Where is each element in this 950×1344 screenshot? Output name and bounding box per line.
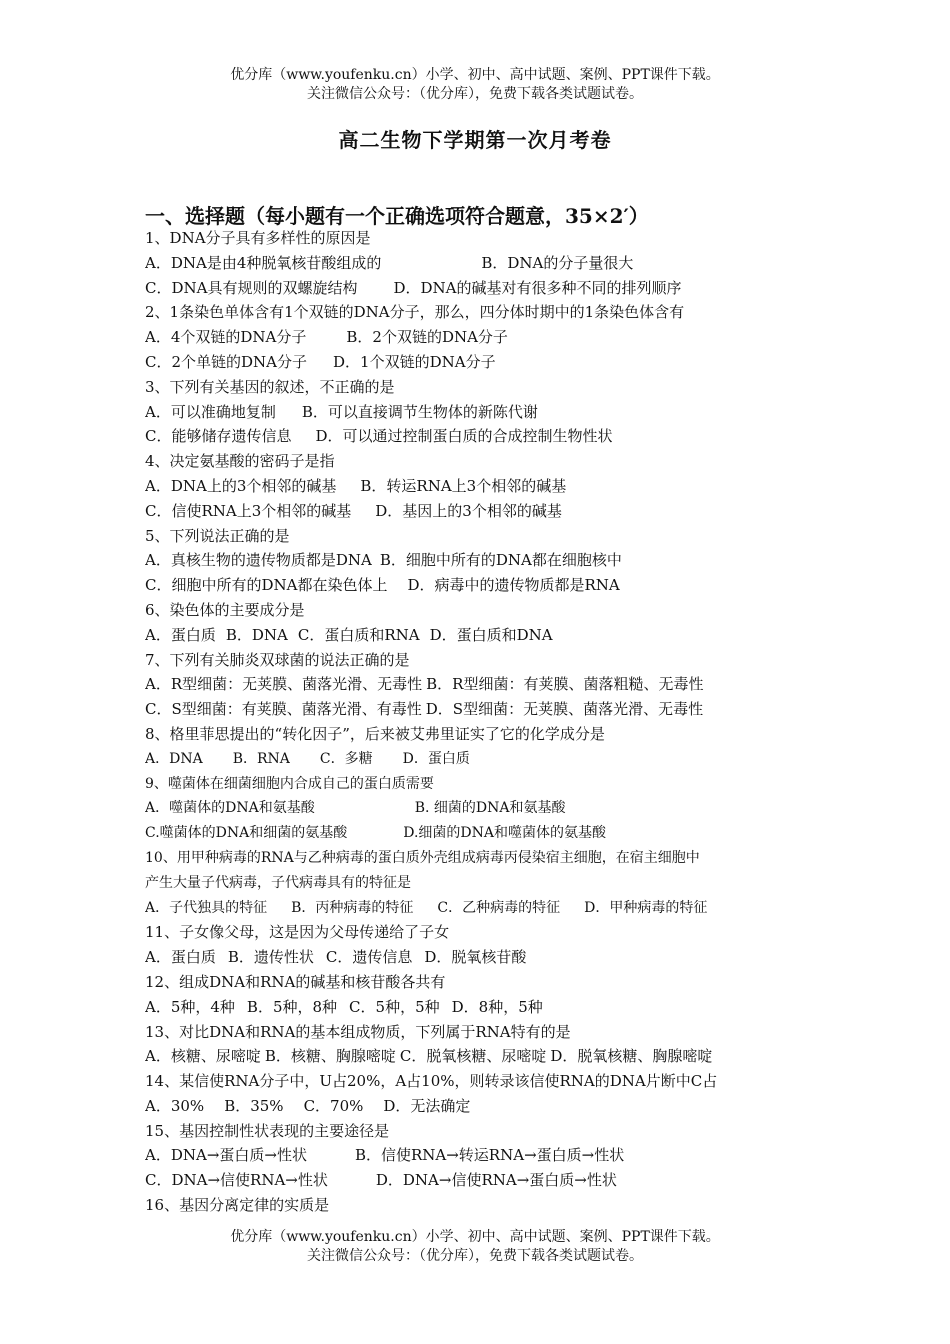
question-text: 16、基因分离定律的实质是: [145, 1196, 330, 1215]
option-text: A．30%: [145, 1096, 205, 1115]
option-text: C．多糖: [319, 750, 373, 767]
question-line: [145, 548, 825, 573]
question-line: [145, 1119, 825, 1144]
option-text: C．遗传信息: [325, 948, 413, 967]
question-text: 产生大量子代病毒，子代病毒具有的特征是: [145, 874, 411, 891]
option-text: B．转运RNA上3个相邻的碱基: [360, 476, 567, 495]
question-text: 10、用甲种病毒的RNA与乙种病毒的蛋白质外壳组成病毒丙侵染宿主细胞，在宿主细胞中: [145, 849, 700, 866]
option-text: B．丙种病毒的特征: [291, 899, 414, 916]
question-line: [145, 896, 825, 921]
question-line: [145, 623, 825, 648]
question-line: [145, 1069, 825, 1094]
option-text: B．DNA: [225, 625, 288, 644]
option-text: A．真核生物的遗传物质都是DNA: [145, 551, 372, 570]
question-text: 2、1条染色单体含有1个双链的DNA分子，那么，四分体时期中的1条染色体含有: [145, 303, 685, 322]
question-text: 4、决定氨基酸的密码子是指: [145, 452, 335, 471]
option-text: D．可以通过控制蛋白质的合成控制生物性状: [315, 427, 613, 446]
option-text: C．乙种病毒的特征: [437, 899, 561, 916]
option-text: B．遗传性状: [227, 948, 314, 967]
option-text: D．病毒中的遗传物质都是RNA: [407, 576, 620, 595]
option-text: B．细胞中所有的DNA都在细胞核中: [379, 551, 622, 570]
option-text: A．5种，4种: [145, 997, 235, 1016]
question-line: [145, 920, 825, 945]
option-text: A．4个双链的DNA分子: [145, 328, 307, 347]
option-text: A．子代独具的特征: [145, 899, 268, 916]
question-line: [145, 772, 825, 797]
option-text: D．无法确定: [383, 1096, 471, 1115]
section-heading: 一、选择题（每小题有一个正确选项符合题意，35×2′）: [145, 204, 649, 228]
question-line: [145, 970, 825, 995]
question-text: 14、某信使RNA分子中，U占20%，A占10%，则转录该信使RNA的DNA片断中C占: [145, 1072, 718, 1091]
question-line: [145, 821, 825, 846]
option-text: B．核糖、胸腺嘧啶: [264, 1047, 396, 1066]
question-line: [145, 648, 825, 673]
option-text: A．R型细菌：无荚膜、菌落光滑、无毒性: [145, 675, 423, 694]
question-line: [145, 573, 825, 598]
question-line: [145, 400, 825, 425]
question-text: 6、染色体的主要成分是: [145, 600, 305, 619]
question-line: [145, 350, 825, 375]
question-text: 8、格里菲思提出的“转化因子”，后来被艾弗里证实了它的化学成分是: [145, 724, 605, 743]
question-line: [145, 474, 825, 499]
option-text: B．RNA: [232, 750, 290, 767]
option-text: D．脱氧核苷酸: [424, 948, 527, 967]
page-header: [0, 66, 950, 104]
option-text: A．DNA: [145, 750, 203, 767]
option-text: D．基因上的3个相邻的碱基: [375, 501, 562, 520]
option-text: B．5种，8种: [246, 997, 338, 1016]
question-text: 13、对比DNA和RNA的基本组成物质，下列属于RNA特有的是: [145, 1022, 571, 1041]
option-text: C.噬菌体的DNA和细菌的氨基酸: [145, 825, 348, 842]
option-text: B．DNA的分子量很大: [481, 253, 634, 272]
option-text: A．核糖、尿嘧啶: [145, 1047, 261, 1066]
option-text: B．信使RNA→转运RNA→蛋白质→性状: [354, 1146, 625, 1165]
option-text: A．DNA上的3个相邻的碱基: [145, 476, 337, 495]
page-footer: [0, 1228, 950, 1266]
option-text: C．S型细菌：有荚膜、菌落光滑、有毒性: [145, 700, 422, 719]
option-text: C．DNA具有规则的双螺旋结构: [145, 278, 358, 297]
option-text: C．脱氧核糖、尿嘧啶: [399, 1047, 547, 1066]
option-text: A．可以准确地复制: [145, 402, 276, 421]
page-title: 高二生物下学期第一次月考卷: [338, 128, 612, 152]
option-text: D．蛋白质: [402, 750, 470, 767]
question-line: [145, 945, 825, 970]
option-text: A．DNA是由4种脱氧核苷酸组成的: [145, 253, 382, 272]
question-line: [145, 1094, 825, 1119]
question-line: [145, 1143, 825, 1168]
option-text: A．蛋白质: [145, 948, 216, 967]
option-text: D．DNA→信使RNA→蛋白质→性状: [375, 1171, 617, 1190]
option-text: C．蛋白质和RNA: [297, 625, 420, 644]
option-text: D．8种，5种: [451, 997, 543, 1016]
option-text: C．70%: [303, 1096, 364, 1115]
question-line: [145, 871, 825, 896]
option-text: A．噬菌体的DNA和氨基酸: [145, 800, 315, 817]
question-line: [145, 747, 825, 772]
question-line: [145, 524, 825, 549]
question-line: [145, 1168, 825, 1193]
question-line: [145, 722, 825, 747]
question-line: [145, 300, 825, 325]
option-text: B. 细菌的DNA和氨基酸: [414, 800, 566, 817]
question-text: 3、下列有关基因的叙述，不正确的是: [145, 377, 395, 396]
question-line: [145, 424, 825, 449]
question-text: 7、下列有关肺炎双球菌的说法正确的是: [145, 650, 410, 669]
question-list: [145, 226, 825, 1218]
option-text: C．细胞中所有的DNA都在染色体上: [145, 576, 388, 595]
question-line: [145, 449, 825, 474]
option-text: D．甲种病毒的特征: [584, 899, 708, 916]
option-text: C．能够储存遗传信息: [145, 427, 292, 446]
question-line: [145, 276, 825, 301]
question-text: 12、组成DNA和RNA的碱基和核苷酸各共有: [145, 972, 446, 991]
header-line-1: 优分库（www.youfenku.cn）小学、初中、高中试题、案例、PPT课件下载。: [230, 67, 720, 83]
option-text: D.细菌的DNA和噬菌体的氨基酸: [403, 825, 607, 842]
option-text: B．35%: [224, 1096, 284, 1115]
option-text: C．5种，5种: [349, 997, 440, 1016]
footer-line-2: 关注微信公众号：（优分库），免费下载各类试题试卷。: [307, 1248, 643, 1264]
option-text: C．2个单链的DNA分子: [145, 352, 308, 371]
footer-line-1: 优分库（www.youfenku.cn）小学、初中、高中试题、案例、PPT课件下载。: [230, 1229, 720, 1245]
question-line: [145, 499, 825, 524]
question-line: [145, 672, 825, 697]
question-text: 9、噬菌体在细菌细胞内合成自己的蛋白质需要: [145, 775, 434, 792]
question-line: [145, 846, 825, 871]
option-text: C．DNA→信使RNA→性状: [145, 1171, 328, 1190]
question-line: [145, 226, 825, 251]
option-text: B．2个双链的DNA分子: [346, 328, 508, 347]
question-line: [145, 796, 825, 821]
question-line: [145, 1193, 825, 1218]
question-line: [145, 1020, 825, 1045]
question-line: [145, 375, 825, 400]
option-text: A．蛋白质: [145, 625, 216, 644]
question-line: [145, 251, 825, 276]
option-text: C．信使RNA上3个相邻的碱基: [145, 501, 352, 520]
question-line: [145, 598, 825, 623]
option-text: B．可以直接调节生物体的新陈代谢: [301, 402, 538, 421]
header-line-2: 关注微信公众号：（优分库），免费下载各类试题试卷。: [307, 86, 643, 102]
question-line: [145, 1044, 825, 1069]
question-text: 15、基因控制性状表现的主要途径是: [145, 1121, 390, 1140]
question-line: [145, 995, 825, 1020]
option-text: D．DNA的碱基对有很多种不同的排列顺序: [393, 278, 682, 297]
option-text: D．蛋白质和DNA: [429, 625, 553, 644]
option-text: D．S型细菌：无荚膜、菌落光滑、无毒性: [425, 700, 704, 719]
option-text: D．脱氧核糖、胸腺嘧啶: [550, 1047, 713, 1066]
question-line: [145, 697, 825, 722]
question-text: 5、下列说法正确的是: [145, 526, 290, 545]
question-text: 11、子女像父母，这是因为父母传递给了子女: [145, 923, 450, 942]
option-text: D．1个双链的DNA分子: [333, 352, 496, 371]
option-text: A．DNA→蛋白质→性状: [145, 1146, 307, 1165]
option-text: B．R型细菌：有荚膜、菌落粗糙、无毒性: [426, 675, 704, 694]
question-line: [145, 325, 825, 350]
question-text: 1、DNA分子具有多样性的原因是: [145, 229, 371, 247]
